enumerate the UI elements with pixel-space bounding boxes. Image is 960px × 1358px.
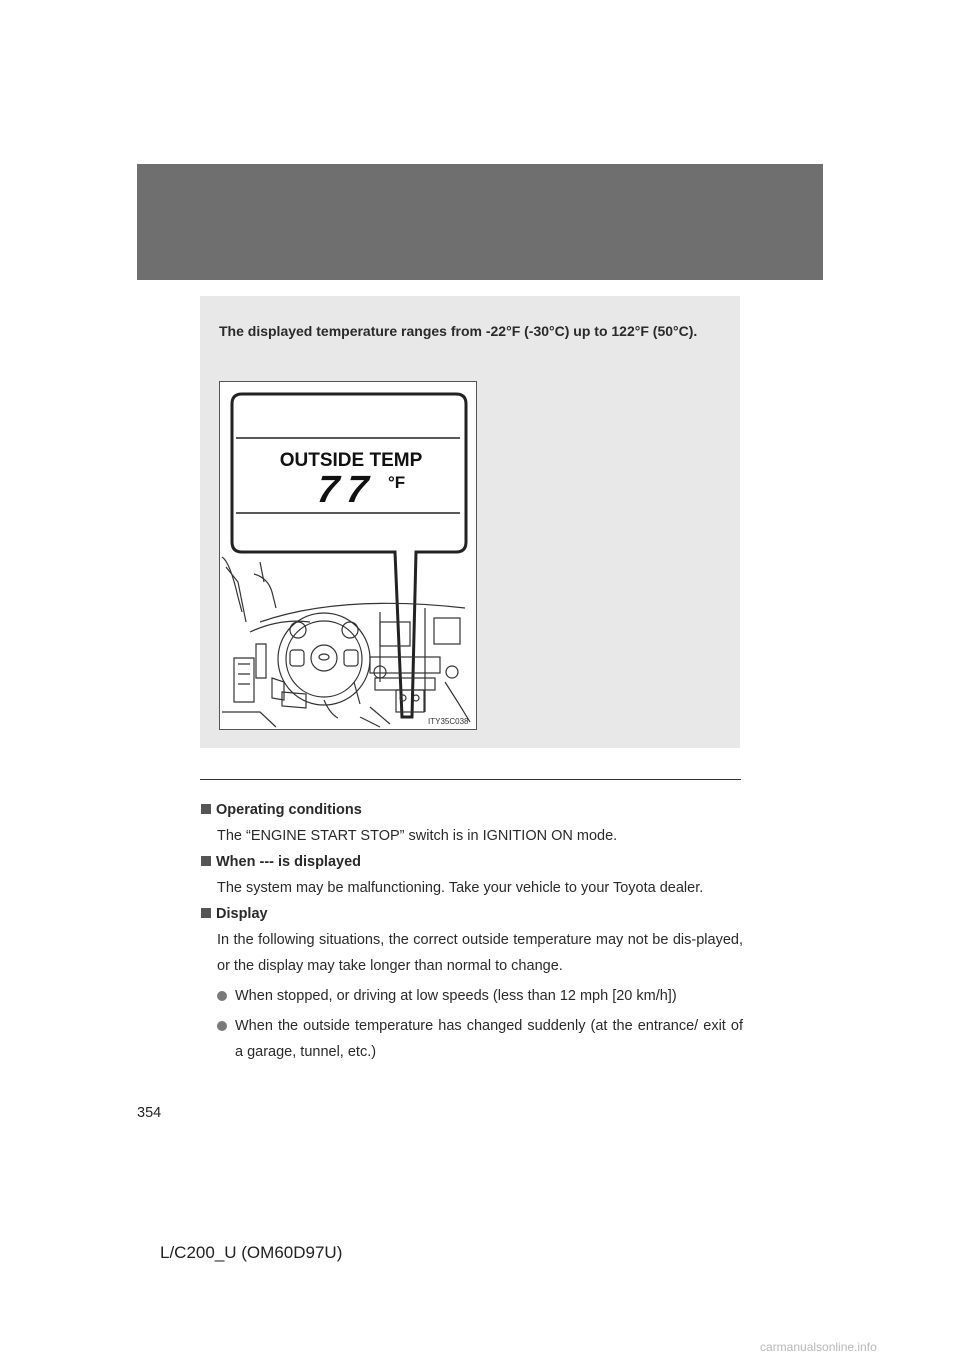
note-operating-conditions bbox=[201, 797, 743, 849]
dashboard-illustration bbox=[219, 381, 477, 730]
note-when-displayed bbox=[201, 849, 743, 901]
note-heading: Operating conditions bbox=[216, 802, 362, 818]
square-bullet-icon bbox=[201, 856, 211, 866]
bullet-text: When the outside temperature has changed suddenly (at the entrance/ exit of a garage, tunnel, etc.) bbox=[235, 1018, 743, 1060]
chapter-header bbox=[137, 164, 823, 280]
circle-bullet-icon bbox=[217, 1021, 227, 1031]
bullet-text: When stopped, or driving at low speeds (less than 12 mph [20 km/h]) bbox=[235, 988, 677, 1004]
info-panel bbox=[200, 296, 740, 748]
circle-bullet-icon bbox=[217, 991, 227, 1001]
square-bullet-icon bbox=[201, 804, 211, 814]
list-item bbox=[217, 983, 743, 1009]
display-unit: °F bbox=[388, 473, 406, 492]
intro-text: The displayed temperature ranges from -22°F (-30°C) up to 122°F (50°C). bbox=[219, 323, 698, 339]
note-display bbox=[201, 901, 743, 1065]
section-divider bbox=[200, 779, 741, 780]
display-label: OUTSIDE TEMP bbox=[279, 450, 423, 471]
footer-model-code: L/C200_U (OM60D97U) bbox=[160, 1243, 343, 1262]
note-heading: Display bbox=[216, 906, 268, 922]
dashboard-drawing bbox=[220, 382, 476, 729]
display-value: 77 bbox=[315, 469, 378, 511]
page-number: 354 bbox=[137, 1105, 162, 1121]
notes-section bbox=[201, 797, 743, 1065]
note-body: The “ENGINE START STOP” switch is in IGNITION ON mode. bbox=[217, 828, 618, 844]
note-body: In the following situations, the correct outside temperature may not be dis-played, or the display may take longer than normal to change. bbox=[217, 932, 743, 974]
note-heading: When --- is displayed bbox=[216, 854, 362, 870]
square-bullet-icon bbox=[201, 908, 211, 918]
figure-code: ITY35C038 bbox=[428, 717, 469, 726]
list-item bbox=[217, 1013, 743, 1065]
watermark: carmanualsonline.info bbox=[760, 1340, 877, 1354]
note-body: The system may be malfunctioning. Take your vehicle to your Toyota dealer. bbox=[217, 880, 704, 896]
